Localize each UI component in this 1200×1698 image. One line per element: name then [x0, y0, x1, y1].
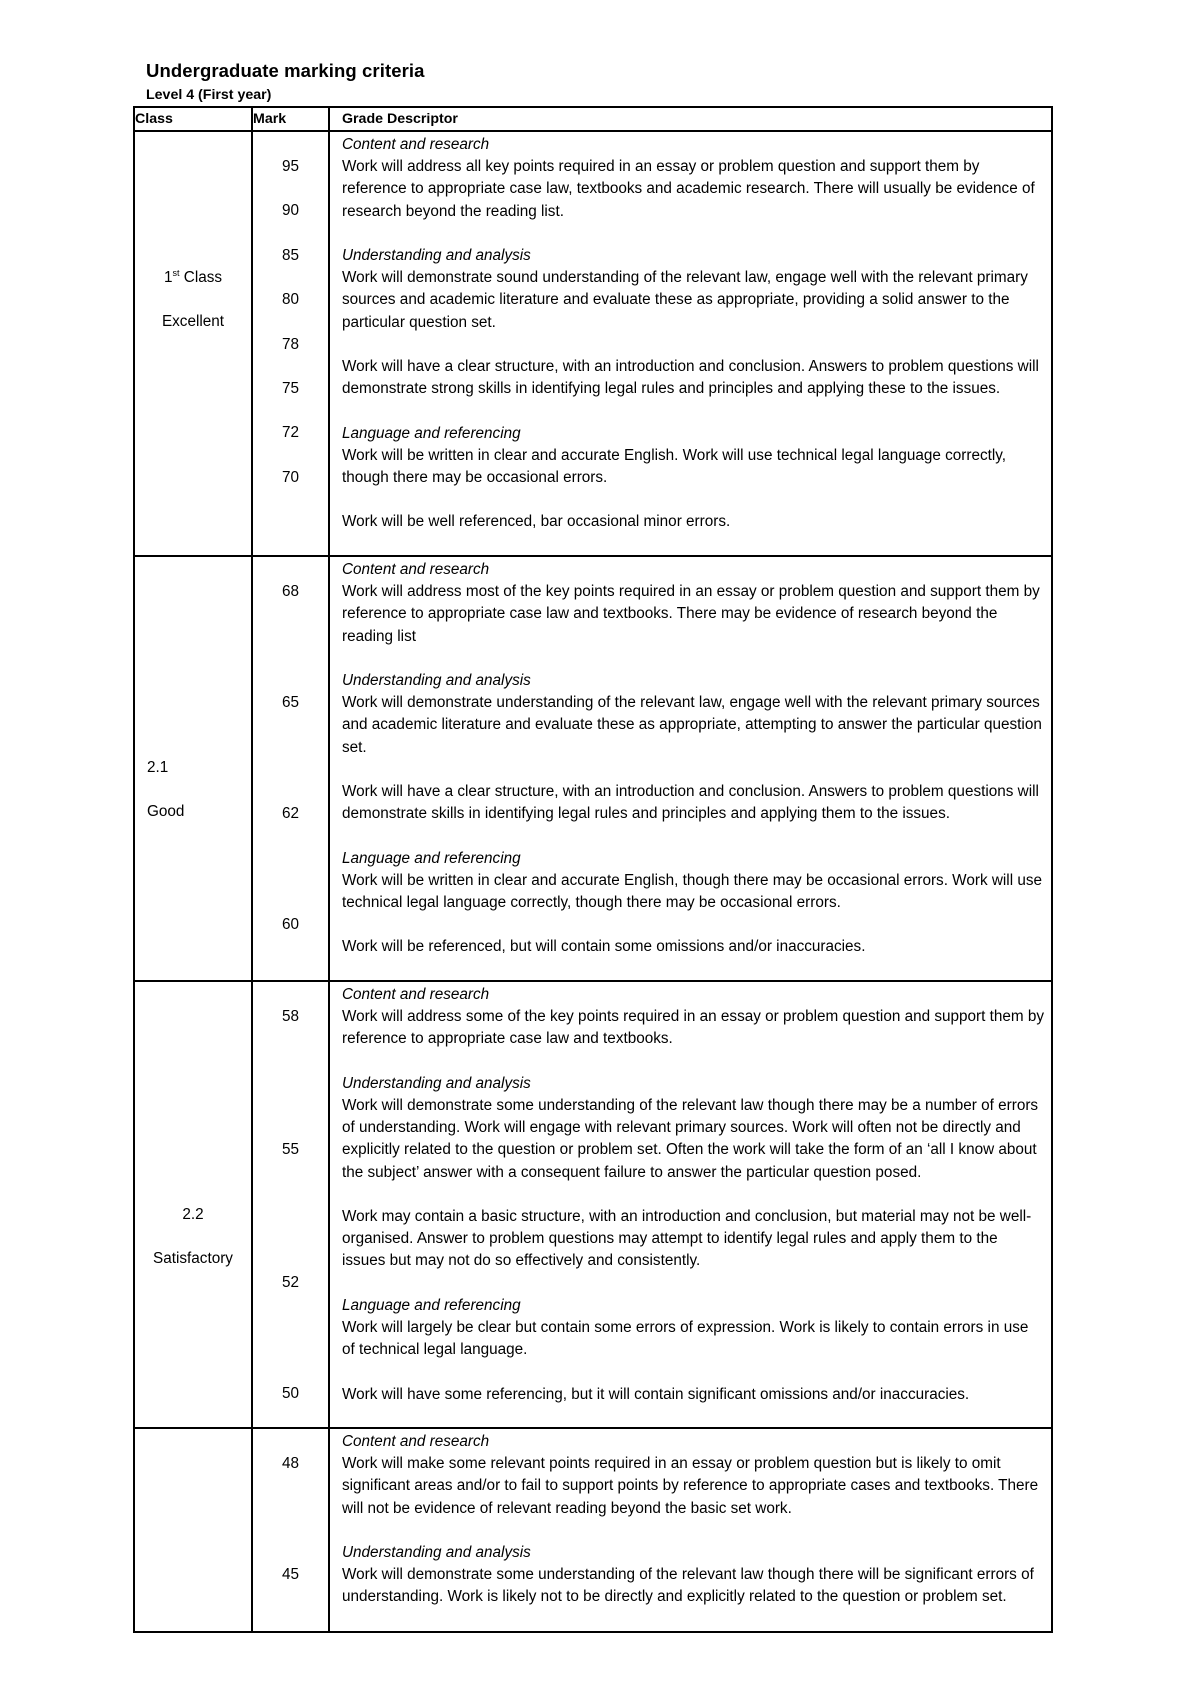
descriptor-paragraph: Work will address all key points required in an essay or problem question and support them by reference to appropriate case law, textbooks and academic research. There will usually be evidence of research beyond the reading list.: [342, 158, 1035, 220]
class-label: Good: [147, 803, 185, 820]
mark-value: 65: [281, 694, 299, 711]
grade-descriptor-cell: [329, 131, 1052, 556]
grade-descriptor-cell: [329, 1428, 1052, 1632]
class-cell: [134, 1428, 252, 1632]
descriptor-paragraph: Work will be written in clear and accurate English, though there may be occasional errors. Work will use technical legal language correctly, though there may be occasional errors.: [342, 871, 1043, 911]
descriptor-paragraph: Work will largely be clear but contain some errors of expression. Work is likely to contain errors in use of technical legal language.: [342, 1319, 1029, 1359]
mark-value: 45: [281, 1566, 299, 1583]
descriptor-paragraph: Work will make some relevant points required in an essay or problem question but is likely to omit significant areas and/or to fail to support points by reference to appropriate cases and textbooks. There will not be evidence of relevant reading beyond the basic set work.: [342, 1455, 1039, 1517]
section-heading: Language and referencing: [342, 424, 521, 442]
mark-cell: [252, 1428, 329, 1632]
header-mark: Mark: [252, 107, 329, 131]
section-heading: Content and research: [342, 986, 490, 1003]
section-heading: Understanding and analysis: [342, 672, 531, 689]
descriptor-paragraph: Work will have a clear structure, with an introduction and conclusion. Answers to problem questions will demonstrate strong skills in identifying legal rules and principles and applying these to the issues.: [342, 358, 1039, 398]
section-heading: Content and research: [342, 136, 490, 153]
descriptor-paragraph: Work will address some of the key points required in an essay or problem question and support them by reference to appropriate case law and textbooks.: [342, 1008, 1045, 1048]
mark-value: 80: [281, 291, 299, 308]
mark-value: 70: [281, 469, 299, 486]
mark-value: 78: [281, 336, 299, 353]
descriptor-paragraph: Work will be well referenced, bar occasional minor errors.: [342, 513, 731, 531]
mark-value: 72: [281, 424, 299, 441]
descriptor-paragraph: Work will demonstrate understanding of the relevant law, engage well with the relevant primary sources and academic literature and evaluate these as appropriate, attempting to answer the particular question set.: [342, 694, 1042, 756]
descriptor-paragraph: Work will have a clear structure, with an introduction and conclusion. Answers to problem questions will demonstrate skills in identifying legal rules and principles and applying them to the issues.: [342, 783, 1039, 823]
page-title: Undergraduate marking criteria: [146, 60, 425, 81]
table-row-third-class: [134, 1428, 1052, 1632]
descriptor-paragraph: Work will be written in clear and accurate English. Work will use technical legal language correctly, though there may be occasional errors.: [342, 446, 1007, 486]
table-row-first-class: [134, 131, 1052, 556]
section-heading: Language and referencing: [342, 1296, 521, 1314]
header-grade-descriptor: Grade Descriptor: [329, 107, 1052, 131]
descriptor-paragraph: Work will address most of the key points required in an essay or problem question and support them by reference to appropriate case law and textbooks. There may be evidence of research beyond the reading list: [342, 583, 1040, 645]
mark-cell: [252, 556, 329, 981]
descriptor-paragraph: Work will demonstrate some understanding of the relevant law though there will be significant errors of understanding. Work is likely not to be directly and explicitly related to the question or problem set.: [342, 1566, 1034, 1606]
class-cell: [134, 131, 252, 556]
class-name: 2.2: [182, 1206, 204, 1223]
page-subtitle: Level 4 (First year): [146, 87, 272, 103]
descriptor-paragraph: Work may contain a basic structure, with an introduction and conclusion, but material may not be well-organised. Answer to problem questions may attempt to identify legal rules and apply them to the issues but may not do so effectively and consistently.: [342, 1208, 1032, 1270]
mark-value: 62: [281, 805, 299, 822]
mark-value: 68: [281, 583, 299, 600]
class-label: Excellent: [161, 313, 225, 330]
section-heading: Language and referencing: [342, 849, 521, 867]
mark-value: 58: [281, 1008, 299, 1025]
section-heading: Content and research: [342, 1433, 490, 1450]
section-heading: Content and research: [342, 561, 490, 578]
mark-value: 75: [281, 380, 299, 397]
section-heading: Understanding and analysis: [342, 1074, 531, 1092]
section-heading: Understanding and analysis: [342, 247, 531, 264]
mark-value: 48: [281, 1455, 299, 1472]
mark-cell: [252, 981, 329, 1428]
descriptor-paragraph: Work will demonstrate some understanding of the relevant law though there may be a number of errors of understanding. Work will engage with relevant primary sources. Work will often not be directly and explicitly related to the question or problem set. Often the work will take the form of an ‘all I know about the subject’ answer with a consequent failure to answer the particular question posed.: [342, 1097, 1039, 1181]
mark-value: 85: [281, 247, 299, 264]
mark-value: 95: [281, 158, 299, 175]
mark-value: 60: [281, 916, 299, 933]
class-name: 2.1: [147, 759, 169, 776]
descriptor-paragraph: Work will have some referencing, but it will contain significant omissions and/or inaccuracies.: [342, 1385, 970, 1403]
grade-descriptor-cell: [329, 981, 1052, 1428]
grade-descriptor-cell: [329, 556, 1052, 981]
table-header-row: [134, 107, 1052, 131]
marking-criteria-table: [133, 106, 1053, 1633]
mark-cell: [252, 131, 329, 556]
table-row-lower-second: [134, 981, 1052, 1428]
class-cell: [134, 981, 252, 1428]
header-class: Class: [134, 107, 252, 131]
class-cell: [134, 556, 252, 981]
mark-value: 90: [281, 202, 299, 219]
mark-value: 50: [281, 1385, 299, 1402]
class-name: 1st Class: [163, 268, 223, 286]
mark-value: 52: [281, 1274, 299, 1291]
class-label: Satisfactory: [153, 1250, 233, 1267]
descriptor-paragraph: Work will demonstrate sound understanding of the relevant law, engage well with the relevant primary sources and academic literature and evaluate these as appropriate, providing a solid answer to the particular question set.: [342, 269, 1028, 331]
mark-value: 55: [281, 1141, 299, 1158]
section-heading: Understanding and analysis: [342, 1544, 531, 1561]
descriptor-paragraph: Work will be referenced, but will contain some omissions and/or inaccuracies.: [342, 938, 866, 956]
table-row-upper-second: [134, 556, 1052, 981]
